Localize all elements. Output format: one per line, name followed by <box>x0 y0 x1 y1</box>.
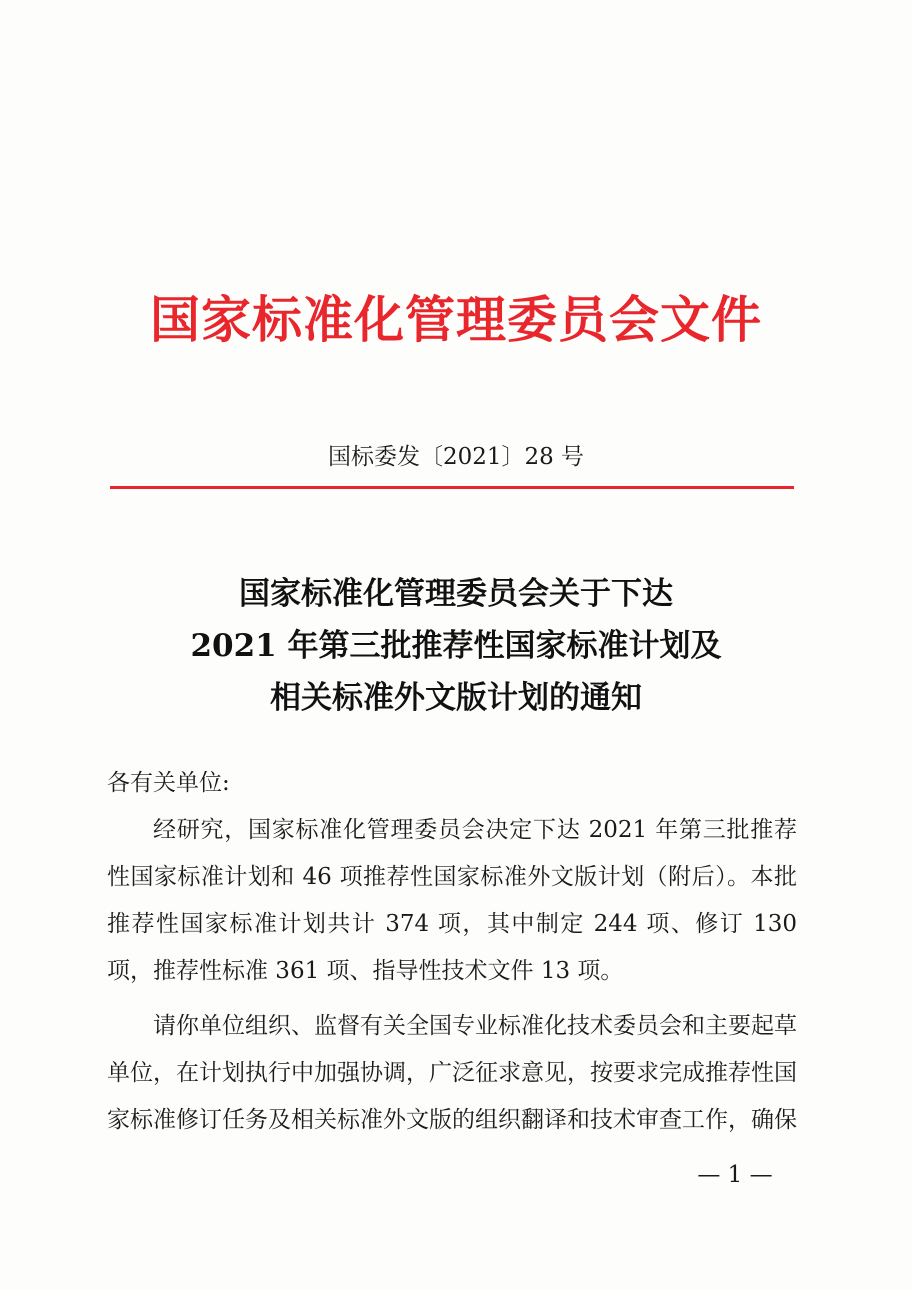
paragraph-1: 经研究，国家标准化管理委员会决定下达 2021 年第三批推荐性国家标准计划和 46 项推荐性国家标准外文版计划（附后）。本批推荐性国家标准计划共计 374 项，其中制定 244 项、修订 130 项，推荐性标准 361 项、指导性技术文件 13 项。 <box>107 817 797 984</box>
salutation: 各有关单位: <box>107 770 230 796</box>
notice-body <box>107 760 797 1152</box>
notice-title-line-2: 2021 年第三批推荐性国家标准计划及 <box>190 628 722 664</box>
page-number: — 1 — <box>697 1162 773 1188</box>
notice-title <box>0 568 912 724</box>
notice-title-line-1: 国家标准化管理委员会关于下达 <box>239 576 673 612</box>
document-number: 国标委发〔2021〕28 号 <box>327 444 585 470</box>
notice-title-line-3: 相关标准外文版计划的通知 <box>270 680 642 716</box>
red-divider-line <box>110 486 794 489</box>
issuer-header: 国家标准化管理委员会文件 <box>150 290 762 349</box>
paragraph-2: 请你单位组织、监督有关全国专业标准化技术委员会和主要起草单位，在计划执行中加强协调，广泛征求意见，按要求完成推荐性国家标准修订任务及相关标准外文版的组织翻译和技术审查工作，确保 <box>107 1013 797 1133</box>
